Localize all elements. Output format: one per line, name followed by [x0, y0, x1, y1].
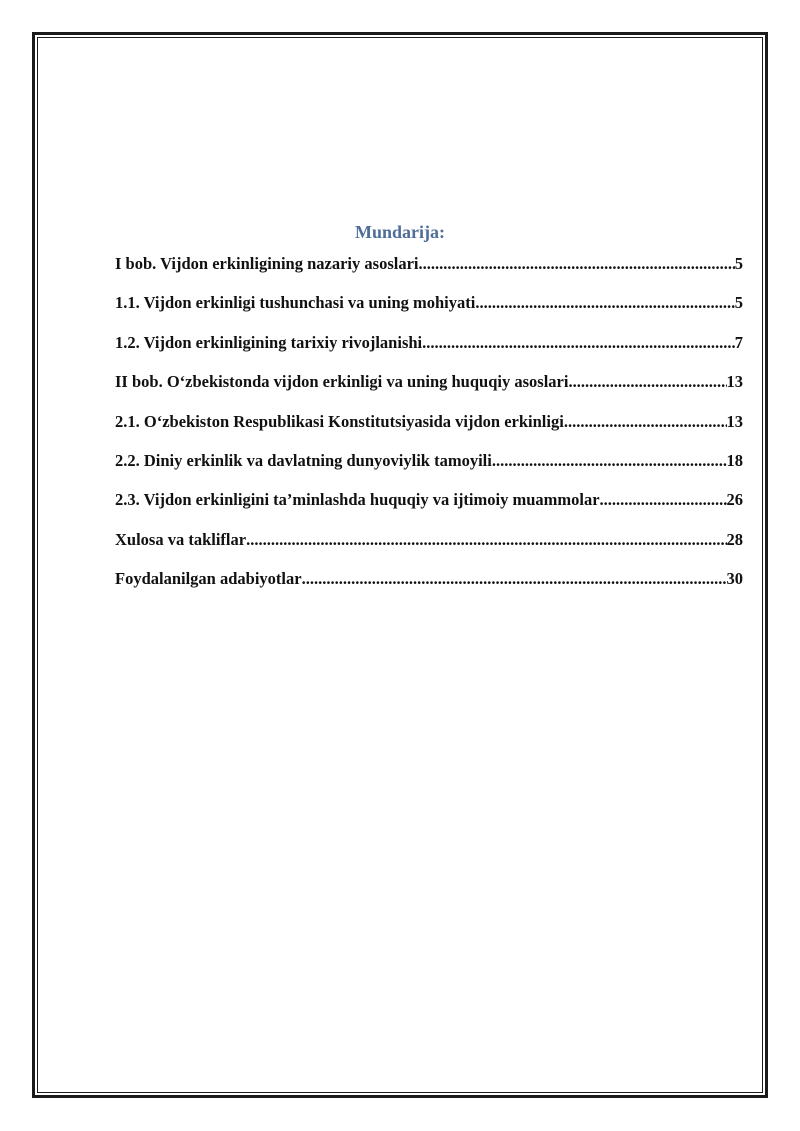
toc-leader-dots: [302, 569, 727, 589]
toc-entry-page: 7: [734, 332, 743, 352]
toc-entry[interactable]: [115, 530, 743, 569]
toc-entry-page: 26: [726, 490, 743, 510]
toc-entry-label: Foydalanilgan adabiyotlar: [115, 569, 302, 589]
toc-entry-label: 2.3. Vijdon erkinligini ta’minlashda huquqiy va ijtimoiy muammolar: [115, 490, 600, 510]
toc-entry-page: 5: [734, 254, 743, 273]
toc-title: Mundarija:: [355, 222, 445, 242]
toc-leader-dots: [564, 412, 727, 432]
toc-entry-label: Xulosa va takliflar: [115, 529, 247, 549]
toc-entry-page: 28: [726, 529, 743, 549]
toc-entry-page: 13: [726, 411, 743, 431]
toc-leader-dots: [418, 254, 734, 274]
toc-entry[interactable]: [115, 333, 743, 372]
toc-entry-page: 30: [726, 569, 743, 589]
toc-entry-label: 2.2. Diniy erkinlik va davlatning dunyoviylik tamoyili: [115, 450, 492, 470]
toc-entry[interactable]: [115, 490, 743, 529]
toc-entry-page: 13: [726, 372, 743, 392]
toc-entry[interactable]: [115, 412, 743, 451]
toc-entry-page: 5: [734, 293, 743, 313]
toc-entry[interactable]: [115, 254, 743, 293]
toc-leader-dots: [600, 490, 727, 510]
toc-entry[interactable]: [115, 569, 743, 608]
toc-entry-label: 2.1. O‘zbekiston Respublikasi Konstitutsiyasida vijdon erkinligi: [115, 411, 564, 431]
toc-leader-dots: [246, 530, 726, 550]
toc-entry-label: 1.2. Vijdon erkinligining tarixiy rivojlanishi: [115, 332, 423, 352]
toc-entry-label: II bob. O‘zbekistonda vijdon erkinligi va uning huquqiy asoslari: [115, 372, 569, 392]
toc-entry[interactable]: [115, 293, 743, 332]
toc-leader-dots: [492, 451, 727, 471]
toc-entry[interactable]: [115, 451, 743, 490]
toc-leader-dots: [422, 333, 735, 353]
toc-leader-dots: [568, 372, 726, 392]
table-of-contents: [115, 254, 743, 609]
toc-entry[interactable]: [115, 372, 743, 411]
toc-entry-page: 18: [726, 450, 743, 470]
toc-entry-label: I bob. Vijdon erkinligining nazariy asoslari: [115, 254, 419, 273]
toc-leader-dots: [475, 293, 734, 313]
toc-entry-label: 1.1. Vijdon erkinligi tushunchasi va uning mohiyati: [115, 293, 476, 313]
